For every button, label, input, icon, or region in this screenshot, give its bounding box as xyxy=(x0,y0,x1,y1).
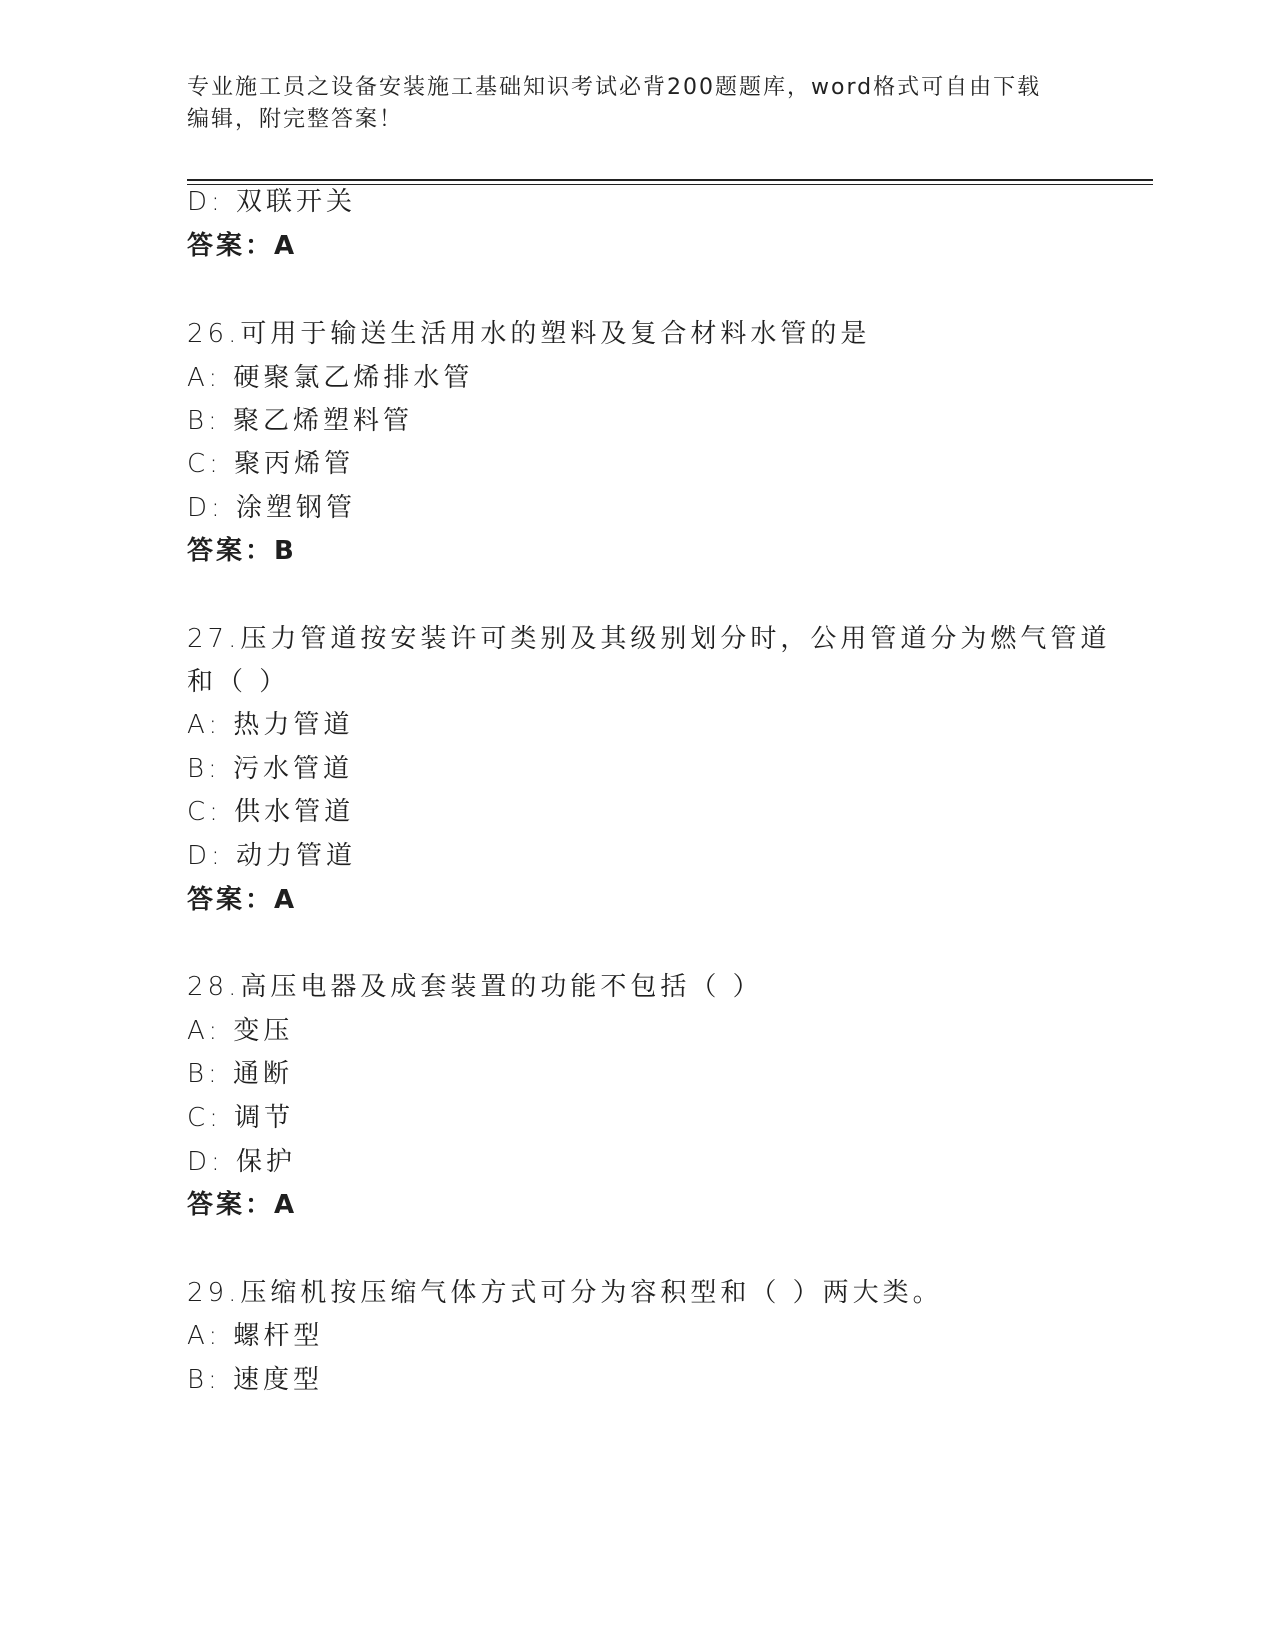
q28-stem: 28.高压电器及成套装置的功能不包括（ ） xyxy=(187,972,763,1002)
q26-stem: 26.可用于输送生活用水的塑料及复合材料水管的是 xyxy=(187,319,871,349)
q26-answer: 答案：B xyxy=(187,536,297,566)
q29-option-b: B: 速度型 xyxy=(187,1365,324,1395)
q27-answer: 答案：A xyxy=(187,885,298,915)
q26-option-d: D: 涂塑钢管 xyxy=(187,493,357,523)
header-divider xyxy=(187,179,1153,181)
q27-option-d: D: 动力管道 xyxy=(187,841,357,871)
q28-option-a: A: 变压 xyxy=(187,1016,294,1046)
document-header xyxy=(187,72,1087,136)
q27-option-a: A: 热力管道 xyxy=(187,710,354,740)
q27-option-b: B: 污水管道 xyxy=(187,754,354,784)
header-line-1: 专业施工员之设备安装施工基础知识考试必背200题题库，word格式可自由下载 xyxy=(187,75,1042,100)
q27-option-c: C: 供水管道 xyxy=(187,797,355,827)
q25-option-d: D: 双联开关 xyxy=(187,187,357,217)
q29-stem: 29.压缩机按压缩气体方式可分为容积型和（ ）两大类。 xyxy=(187,1278,943,1308)
q28-option-d: D: 保护 xyxy=(187,1147,297,1177)
q28-answer: 答案：A xyxy=(187,1190,298,1220)
q29-option-a: A: 螺杆型 xyxy=(187,1321,324,1351)
q28-option-c: C: 调节 xyxy=(187,1103,295,1133)
header-line-2: 编辑，附完整答案！ xyxy=(187,107,404,132)
q27-stem-line-1: 27.压力管道按安装许可类别及其级别划分时，公用管道分为燃气管道 xyxy=(187,624,1111,654)
q26-option-b: B: 聚乙烯塑料管 xyxy=(187,406,414,436)
q27-stem-line-2: 和（ ） xyxy=(187,667,290,697)
q28-option-b: B: 通断 xyxy=(187,1059,294,1089)
q25-answer: 答案：A xyxy=(187,231,298,261)
q26-option-a: A: 硬聚氯乙烯排水管 xyxy=(187,363,474,393)
q26-option-c: C: 聚丙烯管 xyxy=(187,449,355,479)
